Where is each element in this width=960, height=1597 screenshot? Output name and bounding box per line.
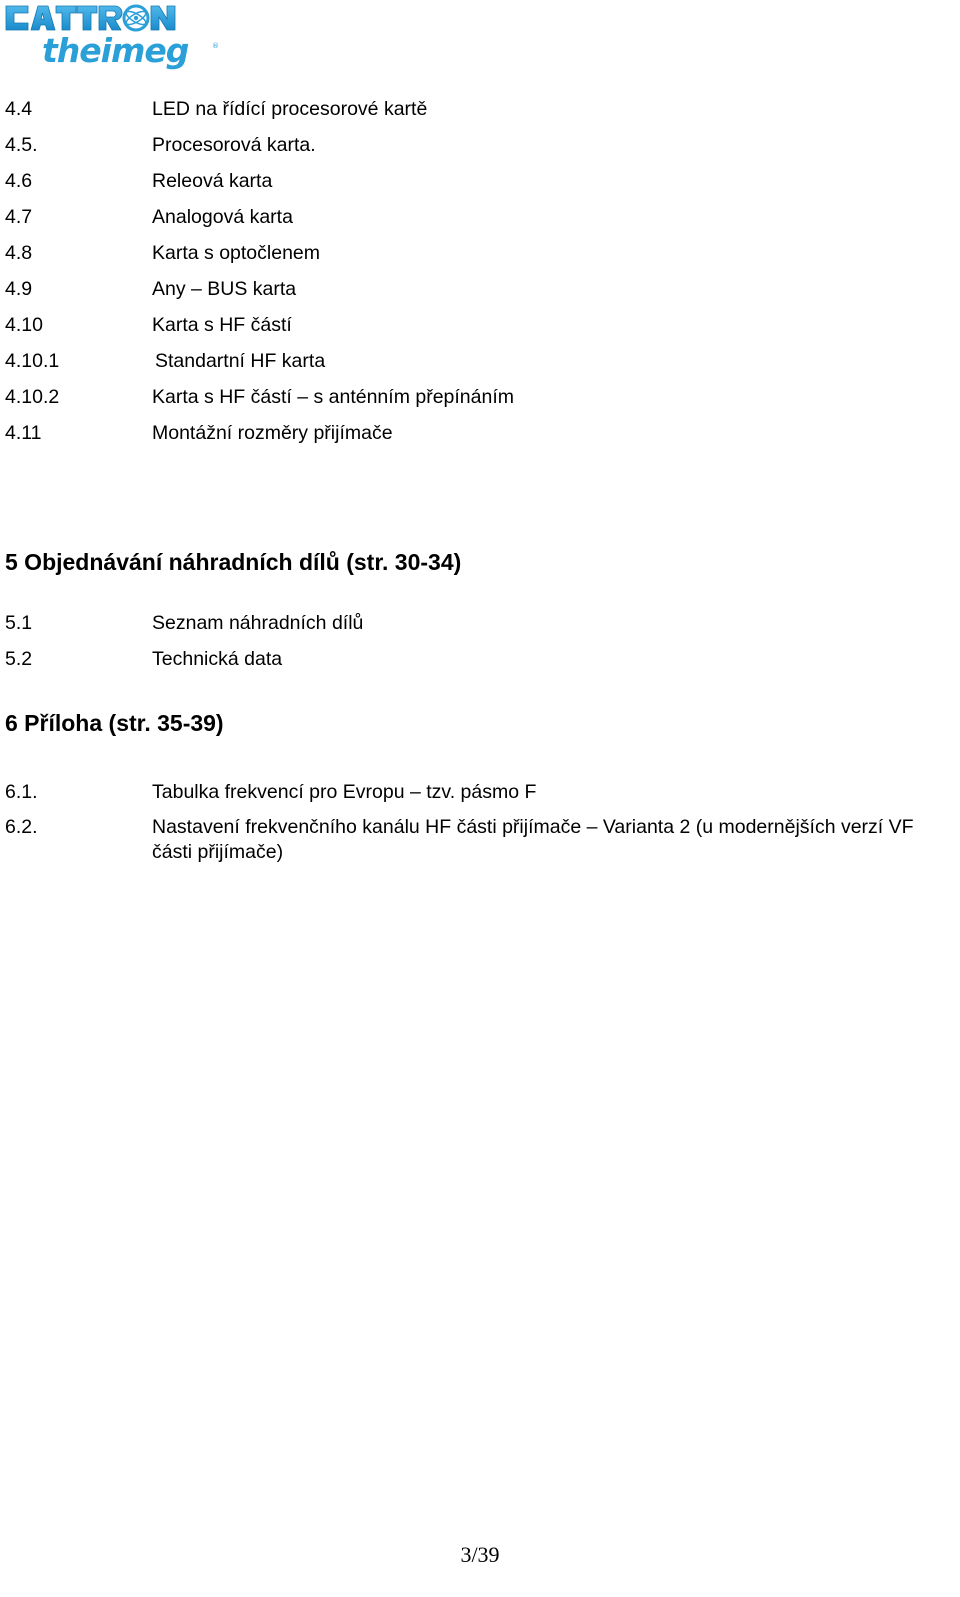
toc-entry-number: 4.10.2 <box>5 386 60 408</box>
toc-entry-title: Montážní rozměry přijímače <box>152 422 393 444</box>
toc-entry-title: Karta s HF částí <box>152 314 292 336</box>
page-number: 3/39 <box>460 1542 500 1567</box>
toc-entry[interactable] <box>5 815 955 867</box>
toc-entry-number: 4.10 <box>5 314 43 336</box>
toc-entry-title: Technická data <box>152 648 283 670</box>
toc-entry-number: 4.6 <box>5 170 33 192</box>
section-heading[interactable]: 6 Příloha (str. 35-39) <box>5 710 224 736</box>
toc-entry-number: 4.8 <box>5 242 33 264</box>
toc-entry-title: Nastavení frekvenčního kanálu HF části přijímače – Varianta 2 (u modernějších verzí VF části přijímače) <box>152 816 914 863</box>
svg-text:®: ® <box>212 42 219 50</box>
cattron-theimeg-logo <box>4 0 224 70</box>
toc-entry-title: LED na řídící procesorové kartě <box>152 98 428 120</box>
toc-entry-number: 4.5. <box>5 134 38 156</box>
toc-entry-title: Tabulka frekvencí pro Evropu – tzv. pásmo F <box>152 781 537 803</box>
toc-entry-number: 4.9 <box>5 278 33 300</box>
toc-entry-title: Karta s optočlenem <box>152 242 321 264</box>
logo-graphic <box>4 0 224 70</box>
toc-entry-title: Any – BUS karta <box>152 278 297 300</box>
toc-entry-title: Seznam náhradních dílů <box>152 612 364 634</box>
toc-entry-number: 6.1. <box>5 781 38 803</box>
toc-entry-title: Karta s HF částí – s anténním přepínáním <box>152 386 514 408</box>
toc-entry-title: Releová karta <box>152 170 273 192</box>
toc-entry-title: Procesorová karta. <box>152 134 316 156</box>
toc-entry-number: 4.7 <box>5 206 33 228</box>
toc-entry-title: Analogová karta <box>152 206 293 228</box>
section-heading[interactable]: 5 Objednávání náhradních dílů (str. 30-34) <box>5 549 462 575</box>
toc-entry-number: 4.10.1 <box>5 350 60 372</box>
toc-entry-number: 6.2. <box>5 816 38 838</box>
toc-entry-title: Standartní HF karta <box>155 350 326 372</box>
toc-entry-number: 5.2 <box>5 648 33 670</box>
toc-entry-number: 4.4 <box>5 98 33 120</box>
toc-entry-number: 4.11 <box>5 422 42 444</box>
logo-theimeg-text: theimeg <box>42 31 189 70</box>
toc-entry-number: 5.1 <box>5 612 33 634</box>
